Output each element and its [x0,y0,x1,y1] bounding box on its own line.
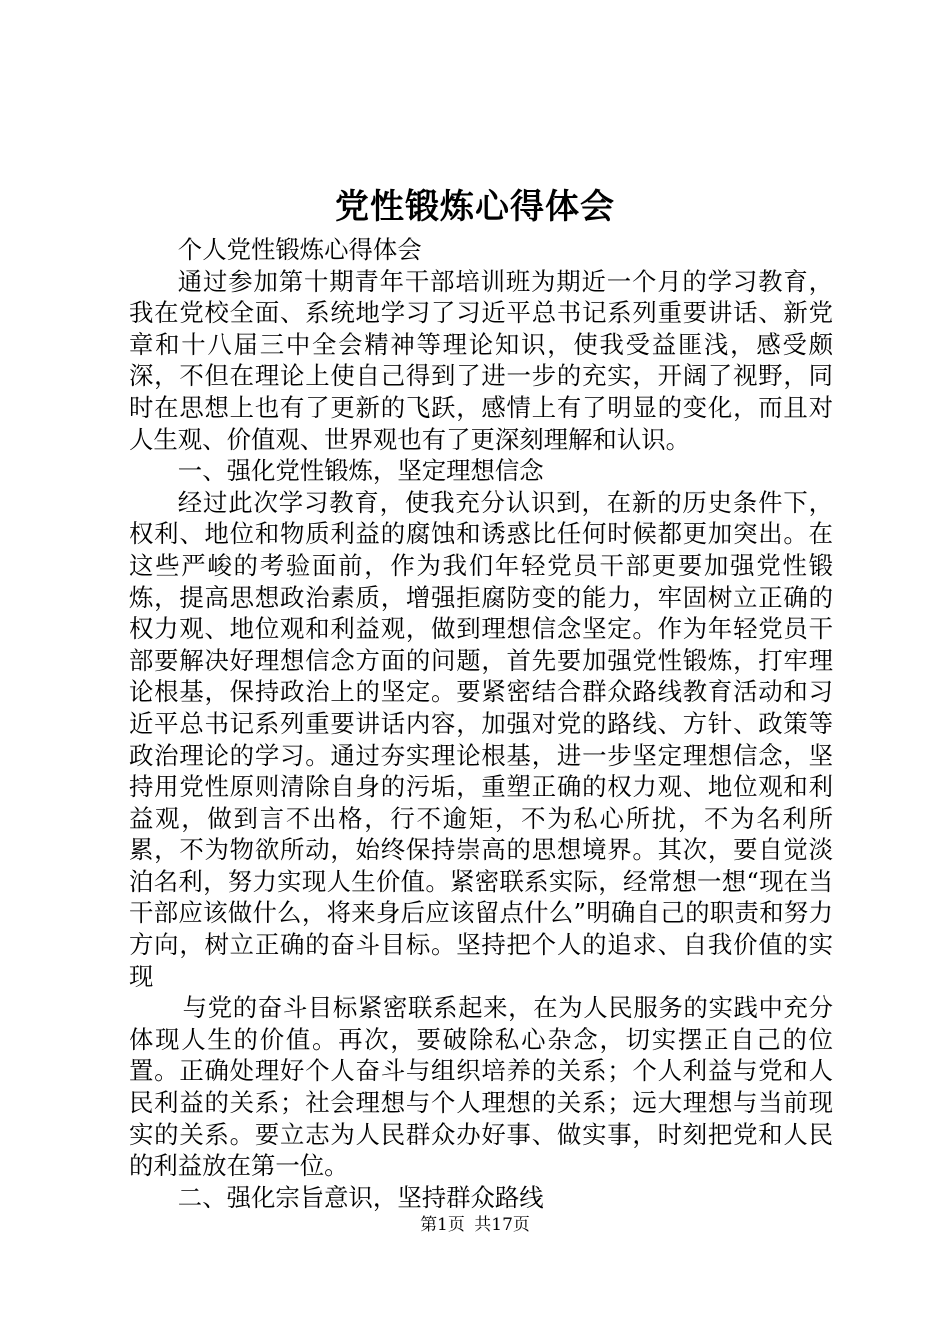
page-footer [0,1214,950,1236]
section-heading-1: 一、强化党性锻炼，坚定理想信念 [177,456,544,486]
section-heading-2: 二、强化宗旨意识，坚持群众路线 [177,1182,544,1212]
document-body [129,234,833,1213]
subtitle-paragraph: 个人党性锻炼心得体会 [177,235,422,264]
total-pages-label: 共17页 [474,1215,530,1235]
current-page-label: 第1页 [420,1215,465,1235]
intro-paragraph: 通过参加第十期青年干部培训班为期近一个月的学习教育，我在党校全面、系统地学习了习近平总书记系列重要讲话、新党章和十八届三中全会精神等理论知识，使我受益匪浅，感受颇深，不但在理论上使自己得到了进一步的充实，开阔了视野，同时在思想上也有了更新的飞跃，感情上有了明显的变化，而且对人生观、价值观、世界观也有了更深刻理解和认识。 [129,266,833,454]
body-paragraph-continued: 与党的奋斗目标紧密联系起来，在为人民服务的实践中充分体现人生的价值。再次，要破除私心杂念，切实摆正自己的位置。正确处理好个人奋斗与组织培养的关系；个人利益与党和人民利益的关系；社会理想与个人理想的关系；远大理想与当前现实的关系。要立志为人民群众办好事、做实事，时刻把党和人民的利益放在第一位。 [129,993,833,1181]
document-title: 党性锻炼心得体会 [335,187,615,227]
body-paragraph: 经过此次学习教育，使我充分认识到，在新的历史条件下，权利、地位和物质利益的腐蚀和诱惑比任何时候都更加突出。在这些严峻的考验面前，作为我们年轻党员干部更要加强党性锻炼，提高思想政治素质，增强拒腐防变的能力，牢固树立正确的权力观、地位观和利益观，做到理想信念坚定。作为年轻党员干部要解决好理想信念方面的问题，首先要加强党性锻炼，打牢理论根基，保持政治上的坚定。要紧密结合群众路线教育活动和习近平总书记系列重要讲话内容，加强对党的路线、方针、政策等政治理论的学习。通过夯实理论根基，进一步坚定理想信念，坚持用党性原则清除自身的污垢，重塑正确的权力观、地位观和利益观，做到言不出格，行不逾矩，不为私心所扰，不为名利所累，不为物欲所动，始终保持崇高的思想境界。其次，要自觉淡泊名利，努力实现人生价值。紧密联系实际，经常想一想“现在当干部应该做什么，将来身后应该留点什么”明确自己的职责和努力方向，树立正确的奋斗目标。坚持把个人的追求、自我价值的实现 [129,487,833,991]
